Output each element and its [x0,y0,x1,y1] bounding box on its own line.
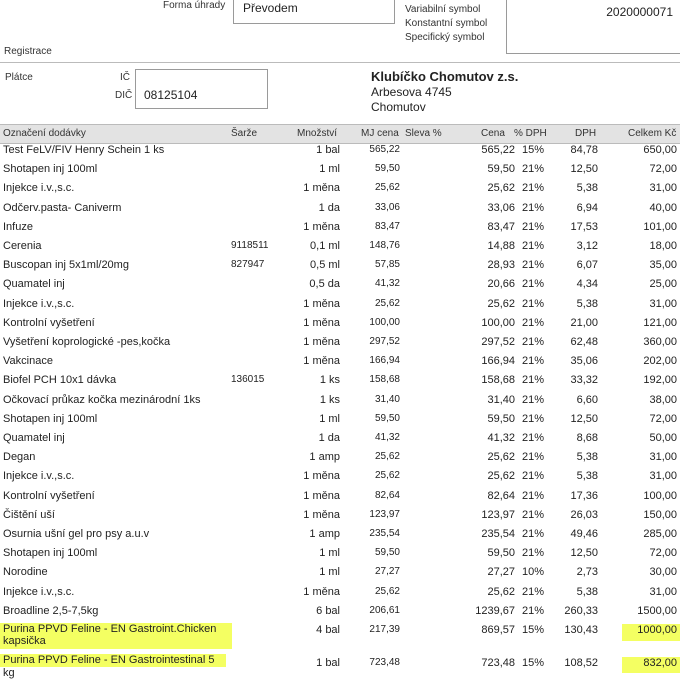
item-price: 297,52 [481,336,515,348]
item-qty: 1 měna [303,316,340,329]
item-qty: 1 bal [316,144,340,156]
item-unit-price: 41,32 [374,432,400,443]
table-row [0,391,680,410]
item-vat-rate: 21% [521,470,544,483]
item-total: 72,00 [649,163,677,176]
item-vat: 35,06 [570,355,598,368]
item-qty: 4 bal [316,624,340,636]
item-batch: 136015 [231,374,265,386]
table-row [0,333,680,352]
item-name: Degan [3,451,36,464]
item-total: 150,00 [643,508,677,521]
header-total: Celkem Kč [628,128,677,139]
item-vat: 2,73 [576,566,598,579]
item-name: Vyšetření koprologické -pes,kočka [3,336,171,348]
item-vat: 130,43 [564,624,598,636]
item-name: Test FeLV/FIV Henry Schein 1 ks [3,144,165,156]
forma-uhrady-value: Převodem [243,1,298,15]
item-name: Kontrolní vyšetření [3,489,95,502]
item-price: 59,50 [487,163,515,176]
table-row [0,160,680,179]
variabilni-symbol-value: 2020000071 [606,5,673,19]
item-price: 31,40 [487,393,515,406]
item-name: Shotapen inj 100ml [3,163,98,176]
item-total: 35,00 [649,259,677,272]
item-name: Quamatel inj [3,432,65,444]
table-row [0,410,680,429]
item-vat-rate: 21% [521,489,544,502]
item-total: 30,00 [649,566,677,579]
item-vat-rate: 21% [521,297,544,310]
item-name: Osurnia ušní gel pro psy a.u.v [3,528,150,540]
platce-label: Plátce [5,72,33,83]
item-vat: 12,50 [570,547,598,560]
item-price: 123,97 [481,508,515,521]
table-row [0,352,680,371]
table-row [0,525,680,544]
header-cena: Cena [481,128,505,139]
item-unit-price: 25,62 [374,451,400,463]
item-total: 72,00 [649,547,677,560]
item-name: Cerenia [3,240,42,252]
item-batch: 827947 [231,259,265,271]
registrace-label: Registrace [4,46,52,57]
forma-uhrady-label: Forma úhrady [163,0,226,11]
item-name: Vakcinace [3,355,53,368]
item-price: 33,06 [487,201,515,214]
item-unit-price: 25,62 [374,297,400,309]
item-name: Infuze [3,220,33,233]
table-row [0,371,680,390]
item-qty: 1 měna [303,470,340,483]
item-vat-rate: 21% [521,201,544,214]
item-total: 121,00 [643,316,677,329]
item-qty: 1 ks [319,393,340,406]
item-vat-rate: 21% [521,374,544,387]
item-total: 72,00 [649,412,677,425]
item-name: Buscopan inj 5x1ml/20mg [3,259,129,272]
item-total: 25,00 [649,278,677,291]
item-qty: 1 ks [319,374,340,387]
table-row [0,583,680,602]
item-price: 59,50 [487,412,515,425]
item-unit-price: 33,06 [374,201,400,213]
item-qty: 1 měna [303,585,340,598]
item-total: 650,00 [643,144,677,156]
item-price: 41,32 [487,432,515,444]
item-price: 27,27 [487,566,515,579]
dic-value: 08125104 [144,88,198,102]
item-total: 40,00 [649,201,677,214]
item-qty: 1 da [318,201,340,214]
item-vat-rate: 21% [521,432,544,444]
variabilni-symbol-label: Variabilní symbol [405,4,481,15]
ic-label: IČ [120,72,130,83]
item-unit-price: 82,64 [374,489,400,501]
item-vat: 3,12 [576,240,598,252]
item-total: 31,00 [649,585,677,598]
item-vat: 17,36 [570,489,598,502]
item-unit-price: 25,62 [374,182,400,194]
item-qty: 1 měna [303,182,340,195]
item-vat: 8,68 [576,432,598,444]
item-vat: 12,50 [570,412,598,425]
item-name: Injekce i.v.,s.c. [3,585,75,598]
item-price: 25,62 [487,182,515,195]
divider [0,62,680,63]
item-unit-price: 25,62 [374,585,400,597]
item-unit-price: 83,47 [374,220,400,232]
item-vat: 62,48 [570,336,598,348]
item-vat: 49,46 [570,528,598,540]
item-unit-price: 565,22 [369,144,400,155]
item-price: 82,64 [487,489,515,502]
item-vat: 26,03 [570,508,598,521]
table-row [0,199,680,218]
item-qty: 1 amp [309,528,340,540]
item-qty: 1 ml [319,412,340,425]
item-vat: 5,38 [576,297,598,310]
table-row [0,141,680,160]
item-price: 83,47 [487,220,515,233]
item-unit-price: 148,76 [369,240,400,251]
item-qty: 1 měna [303,508,340,521]
item-price: 235,54 [481,528,515,540]
table-row [0,256,680,275]
item-name-cont: kg [3,667,15,679]
item-qty: 1 amp [309,451,340,464]
item-name: Kontrolní vyšetření [3,316,95,329]
platce-street: Arbesova 4745 [371,85,452,99]
item-vat-rate: 21% [521,393,544,406]
item-unit-price: 59,50 [374,547,400,559]
item-qty: 6 bal [316,604,340,617]
table-row [0,237,680,256]
item-total: 50,00 [649,432,677,444]
header-qty: Množství [297,128,338,139]
item-vat-rate: 21% [521,412,544,425]
item-total: 31,00 [649,182,677,195]
header-mj: MJ cena [361,128,399,139]
ic-dic-box [135,69,268,109]
table-row [0,429,680,448]
item-unit-price: 100,00 [369,316,400,328]
item-name: Čištění uší [3,508,55,521]
konstantni-symbol-label: Konstantní symbol [405,18,488,29]
table-row [0,487,680,506]
item-vat: 5,38 [576,451,598,464]
item-vat: 260,33 [564,604,598,617]
item-qty: 1 ml [319,566,340,579]
item-qty: 1 měna [303,220,340,233]
item-name: Odčerv.pasta- Caniverm [3,201,122,214]
header-batch: Šarže [231,128,258,139]
item-unit-price: 723,48 [369,657,400,668]
item-price: 166,94 [481,355,515,368]
item-qty: 0,5 da [309,278,340,291]
item-name: Biofel PCH 10x1 dávka [3,374,117,387]
header-name: Označení dodávky [3,128,86,139]
item-qty: 1 měna [303,355,340,368]
item-qty: 1 měna [303,489,340,502]
item-name: Norodine [3,566,48,579]
item-vat: 12,50 [570,163,598,176]
item-price: 25,62 [487,451,515,464]
table-row [0,467,680,486]
item-total: 360,00 [643,336,677,348]
item-price: 25,62 [487,297,515,310]
item-vat: 5,38 [576,470,598,483]
item-vat-rate: 21% [521,316,544,329]
specificky-symbol-label: Specifický symbol [405,32,485,43]
item-vat: 5,38 [576,182,598,195]
item-unit-price: 158,68 [369,374,400,386]
item-batch: 9118511 [231,240,269,251]
forma-uhrady-field [233,0,395,24]
item-total: 1000,00 [637,624,677,636]
table-row [0,448,680,467]
item-unit-price: 217,39 [369,624,400,635]
item-vat-rate: 21% [521,451,544,464]
item-total: 31,00 [649,451,677,464]
item-total: 202,00 [643,355,677,368]
item-vat-rate: 21% [521,528,544,540]
item-vat-rate: 21% [521,220,544,233]
table-row [0,563,680,582]
item-unit-price: 206,61 [369,604,400,616]
item-qty: 0,1 ml [310,240,340,252]
item-unit-price: 57,85 [374,259,400,271]
item-vat: 5,38 [576,585,598,598]
item-total: 38,00 [649,393,677,406]
item-price: 100,00 [481,316,515,329]
item-vat-rate: 21% [521,547,544,560]
item-total: 832,00 [643,657,677,669]
item-price: 25,62 [487,470,515,483]
header-vat: % DPH [514,128,547,139]
item-name: Injekce i.v.,s.c. [3,297,75,310]
item-total: 192,00 [643,374,677,387]
item-name: Očkovací průkaz kočka mezinárodní 1ks [3,393,201,406]
symbols-box [506,0,680,54]
item-total: 31,00 [649,470,677,483]
item-vat: 17,53 [570,220,598,233]
item-total: 101,00 [643,220,677,233]
platce-name: Klubíčko Chomutov z.s. [371,69,519,84]
item-price: 1239,67 [475,604,515,617]
item-vat-rate: 21% [521,355,544,368]
item-vat-rate: 21% [521,259,544,272]
item-vat-rate: 21% [521,163,544,176]
item-qty: 1 měna [303,297,340,310]
table-row [0,506,680,525]
item-total: 285,00 [643,528,677,540]
item-unit-price: 25,62 [374,470,400,482]
item-qty: 0,5 ml [310,259,340,272]
item-price: 14,88 [487,240,515,252]
table-row [0,602,680,621]
item-unit-price: 235,54 [369,528,400,539]
item-vat-rate: 15% [521,657,544,669]
item-name: Purina PPVD Feline - EN Gastrointestinal 5 [3,654,215,666]
table-row [0,544,680,563]
item-vat-rate: 15% [521,624,544,636]
table-row [0,275,680,294]
item-vat-rate: 15% [521,144,544,156]
item-unit-price: 123,97 [369,508,400,520]
dic-label: DIČ [115,90,133,101]
item-unit-price: 41,32 [374,278,400,290]
item-name-cont: kapsička [3,635,46,647]
item-total: 18,00 [649,240,677,252]
item-qty: 1 bal [316,657,340,669]
item-vat: 6,07 [576,259,598,272]
item-qty: 1 ml [319,547,340,560]
item-unit-price: 166,94 [369,355,400,367]
item-vat: 6,94 [576,201,598,214]
item-name: Quamatel inj [3,278,65,291]
item-price: 869,57 [481,624,515,636]
table-row-highlighted [0,621,680,651]
item-vat-rate: 21% [521,240,544,252]
item-qty: 1 da [318,432,340,444]
platce-city: Chomutov [371,100,426,114]
item-unit-price: 59,50 [374,163,400,175]
item-price: 723,48 [481,657,515,669]
item-vat-rate: 21% [521,604,544,617]
item-unit-price: 27,27 [374,566,400,578]
table-row [0,295,680,314]
header-discount: Sleva % [405,128,442,139]
item-price: 158,68 [481,374,515,387]
item-total: 31,00 [649,297,677,310]
item-unit-price: 297,52 [369,336,400,347]
table-row [0,314,680,333]
item-name: Shotapen inj 100ml [3,412,98,425]
item-vat: 108,52 [564,657,598,669]
header-dph: DPH [575,128,597,139]
item-vat-rate: 10% [521,566,544,579]
item-name: Injekce i.v.,s.c. [3,182,75,195]
item-total: 100,00 [643,489,677,502]
item-vat: 4,34 [576,278,598,291]
item-total: 1500,00 [637,604,677,617]
item-vat-rate: 21% [521,508,544,521]
item-price: 28,93 [487,259,515,272]
item-vat: 6,60 [576,393,598,406]
table-row [0,179,680,198]
item-qty: 1 ml [319,163,340,176]
item-name: Broadline 2,5-7,5kg [3,604,99,617]
item-vat: 33,32 [570,374,598,387]
item-name: Shotapen inj 100ml [3,547,98,560]
table-row [0,218,680,237]
item-qty: 1 měna [303,336,340,348]
item-name: Injekce i.v.,s.c. [3,470,75,483]
item-price: 25,62 [487,585,515,598]
item-unit-price: 31,40 [374,393,400,405]
item-price: 565,22 [481,144,515,156]
item-name: Purina PPVD Feline - EN Gastroint.Chicken [3,623,217,635]
item-vat-rate: 21% [521,585,544,598]
item-unit-price: 59,50 [374,412,400,424]
item-price: 20,66 [487,278,515,291]
item-vat-rate: 21% [521,336,544,348]
item-vat: 21,00 [570,316,598,329]
item-vat-rate: 21% [521,182,544,195]
table-row-highlighted [0,652,680,680]
item-vat-rate: 21% [521,278,544,291]
item-price: 59,50 [487,547,515,560]
item-vat: 84,78 [570,144,598,156]
